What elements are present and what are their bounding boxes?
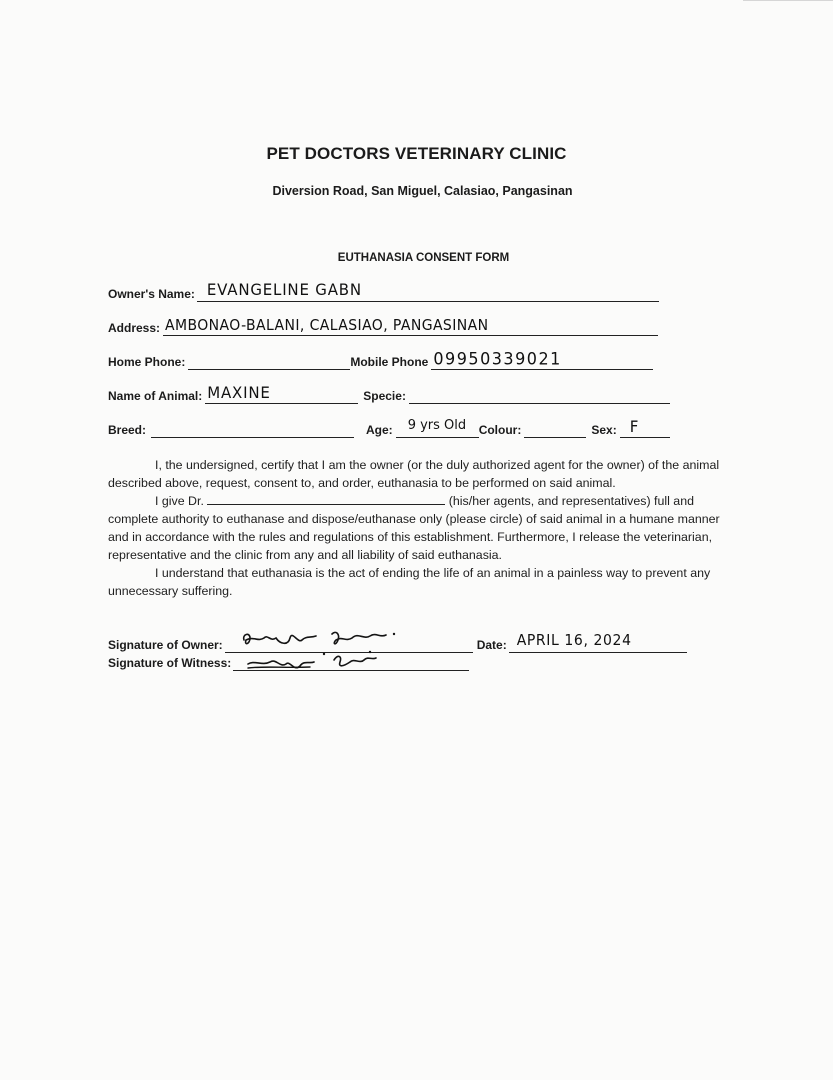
paragraph-certify: I, the undersigned, certify that I am the owner (or the duly authorized agent for the owner) of the animal described above, request, consent to, and order, euthanasia to be performed on said animal. xyxy=(108,458,720,490)
specie-label: Specie: xyxy=(363,389,406,403)
colour-label: Colour: xyxy=(478,423,522,437)
phone-row xyxy=(108,347,653,371)
date-label: Date: xyxy=(476,638,507,652)
page-edge xyxy=(743,0,833,31)
clinic-address: Diversion Road, San Miguel, Calasiao, Pangasinan xyxy=(272,184,573,198)
paragraph-authority-rest: (his/her agents, and representatives) full and complete authority to euthanase and dispose/euthanase only (please circle) of said animal in a humane manner and in accordance with the rules and regulations of this establishment. Furthermore, I release the veterinarian, representative and the clinic from any and all liability of said euthanasia. xyxy=(108,494,720,562)
age-label: Age: xyxy=(366,423,393,437)
clinic-name: PET DOCTORS VETERINARY CLINIC xyxy=(266,144,567,163)
owner-name-field[interactable] xyxy=(197,279,659,302)
animal-name-value: MAXINE xyxy=(207,383,271,403)
sex-value: F xyxy=(629,417,640,437)
breed-row xyxy=(108,415,670,439)
home-phone-label: Home Phone: xyxy=(108,355,186,369)
paragraph-authority-start: I give Dr. xyxy=(155,494,208,508)
animal-name-field[interactable] xyxy=(205,381,358,404)
consent-text xyxy=(108,456,730,600)
doctor-name-field[interactable] xyxy=(207,492,445,505)
paragraph-authority xyxy=(108,492,730,564)
date-value: APRIL 16, 2024 xyxy=(516,632,632,650)
paragraph-definition: I understand that euthanasia is the act of ending the life of an animal in a painless way to prevent any unnecessary suffering. xyxy=(108,566,711,598)
specie-field[interactable] xyxy=(409,381,670,404)
animal-name-label: Name of Animal: xyxy=(108,389,203,403)
age-value: 9 yrs Old xyxy=(407,417,467,434)
owner-name-row xyxy=(108,279,659,303)
animal-row xyxy=(108,381,670,405)
home-phone-field[interactable] xyxy=(188,347,350,370)
breed-label: Breed: xyxy=(108,423,147,437)
mobile-phone-value: 09950339021 xyxy=(433,348,562,369)
address-row xyxy=(108,313,658,337)
breed-field[interactable] xyxy=(151,415,354,438)
address-label: Address: xyxy=(108,321,161,335)
form-title: EUTHANASIA CONSENT FORM xyxy=(337,252,510,264)
sex-label: Sex: xyxy=(591,423,617,437)
sex-field[interactable] xyxy=(620,415,670,438)
date-field[interactable] xyxy=(509,630,687,653)
mobile-phone-field[interactable] xyxy=(431,347,653,370)
witness-signature-mark xyxy=(244,646,384,674)
owner-name-label: Owner's Name: xyxy=(108,287,195,301)
age-field[interactable] xyxy=(396,415,479,438)
mobile-phone-label: Mobile Phone xyxy=(350,355,429,369)
colour-field[interactable] xyxy=(524,415,586,438)
owner-signature-label: Signature of Owner: xyxy=(108,638,223,652)
witness-signature-label: Signature of Witness: xyxy=(108,656,232,670)
address-value: AMBONAO-BALANI, CALASIAO, PANGASINAN xyxy=(165,317,489,335)
owner-name-value: EVANGELINE GABN xyxy=(206,280,362,300)
address-field[interactable] xyxy=(163,313,658,336)
